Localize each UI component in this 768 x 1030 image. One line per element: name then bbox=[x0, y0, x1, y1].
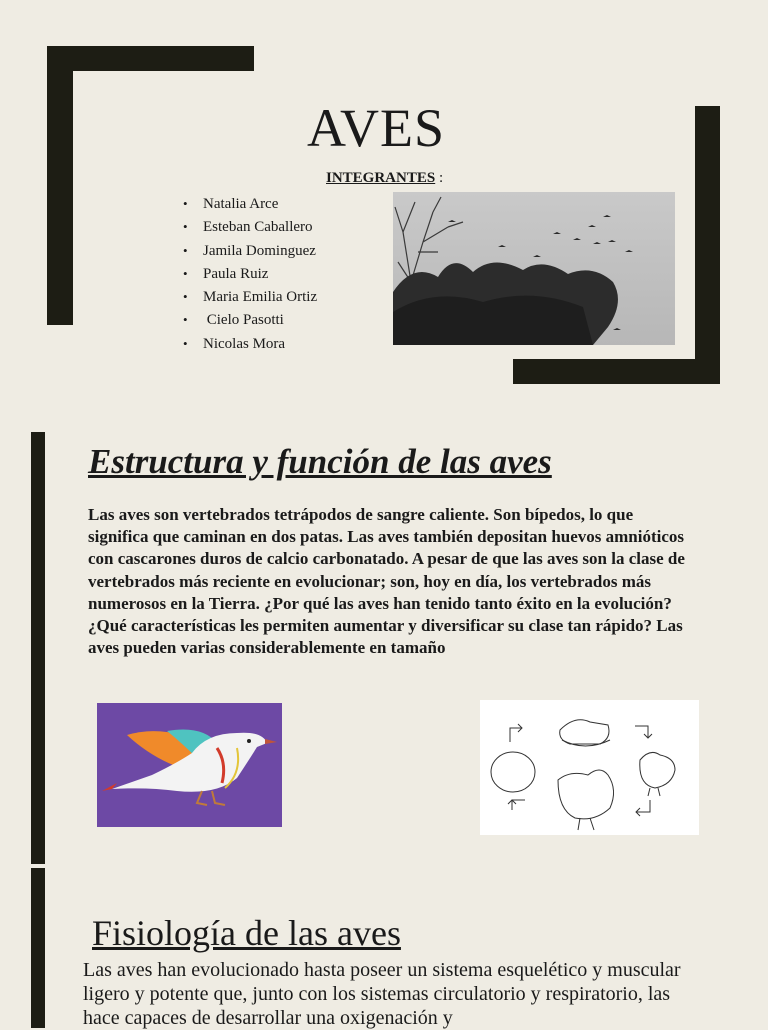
title-slide bbox=[0, 0, 768, 420]
bullet: • bbox=[183, 242, 188, 258]
member-name: Jamila Dominguez bbox=[203, 242, 316, 259]
slide-title: AVES bbox=[306, 98, 446, 158]
frame-bar-top-left bbox=[47, 46, 254, 71]
bullet: • bbox=[183, 289, 188, 305]
member-name: Cielo Pasotti bbox=[203, 312, 284, 329]
bullet: • bbox=[183, 265, 188, 281]
physiology-slide bbox=[0, 868, 768, 1028]
list-item bbox=[183, 285, 317, 308]
section-body-text: Las aves han evolucionado hasta poseer un sistema esquelético y muscular ligero y potente que, junto con los sistemas circulatorio y respiratorio, las hace capaces de desarrollar una oxigenación y bbox=[83, 959, 681, 1029]
list-item bbox=[183, 262, 317, 285]
section-title: Fisiología de las aves bbox=[92, 913, 401, 953]
section-body-text: Las aves son vertebrados tetrápodos de sangre caliente. Son bípedos, lo que significa que caminan en dos patas. Las aves también depositan huevos amnióticos con cascarones duros de calcio carbonatado. A pesar de que las aves son la clase de vertebrados más reciente en evolucionar; son, hoy en día, los vertebrados más numerosos en la Tierra. ¿Por qué las aves han tenido tanto éxito en la evolución? ¿Qué características les permiten aumentar y diversificar su clase tan rápido? Las aves pueden varias considerablemente en tamaño bbox=[88, 505, 685, 658]
bullet: • bbox=[183, 335, 188, 351]
bullet: • bbox=[183, 196, 188, 211]
structure-slide bbox=[0, 432, 768, 864]
list-item bbox=[183, 239, 317, 262]
birds-over-trees-photo bbox=[393, 192, 675, 345]
section-title: Estructura y función de las aves bbox=[88, 442, 552, 481]
members-list bbox=[183, 192, 317, 355]
member-name: Paula Ruiz bbox=[203, 265, 269, 282]
accent-bar-left bbox=[31, 432, 45, 864]
frame-bar-bottom-right bbox=[513, 359, 720, 384]
bullet: • bbox=[183, 219, 188, 235]
integrantes-suffix: : bbox=[435, 170, 444, 186]
list-item bbox=[183, 308, 317, 331]
bullet: • bbox=[183, 312, 188, 328]
integrantes-label: INTEGRANTES bbox=[326, 170, 436, 186]
chicken-life-cycle-illustration bbox=[480, 700, 699, 835]
member-name: Natalia Arce bbox=[203, 196, 279, 212]
member-name: Esteban Caballero bbox=[203, 219, 313, 236]
member-name: Maria Emilia Ortiz bbox=[203, 289, 318, 306]
list-item bbox=[183, 332, 317, 355]
integrantes-heading bbox=[326, 170, 443, 187]
list-item bbox=[183, 192, 317, 215]
list-item bbox=[183, 215, 317, 238]
member-name: Nicolas Mora bbox=[203, 335, 286, 352]
frame-bar-left bbox=[47, 46, 73, 325]
accent-bar-left bbox=[31, 868, 45, 1028]
bird-anatomy-illustration bbox=[97, 703, 282, 827]
